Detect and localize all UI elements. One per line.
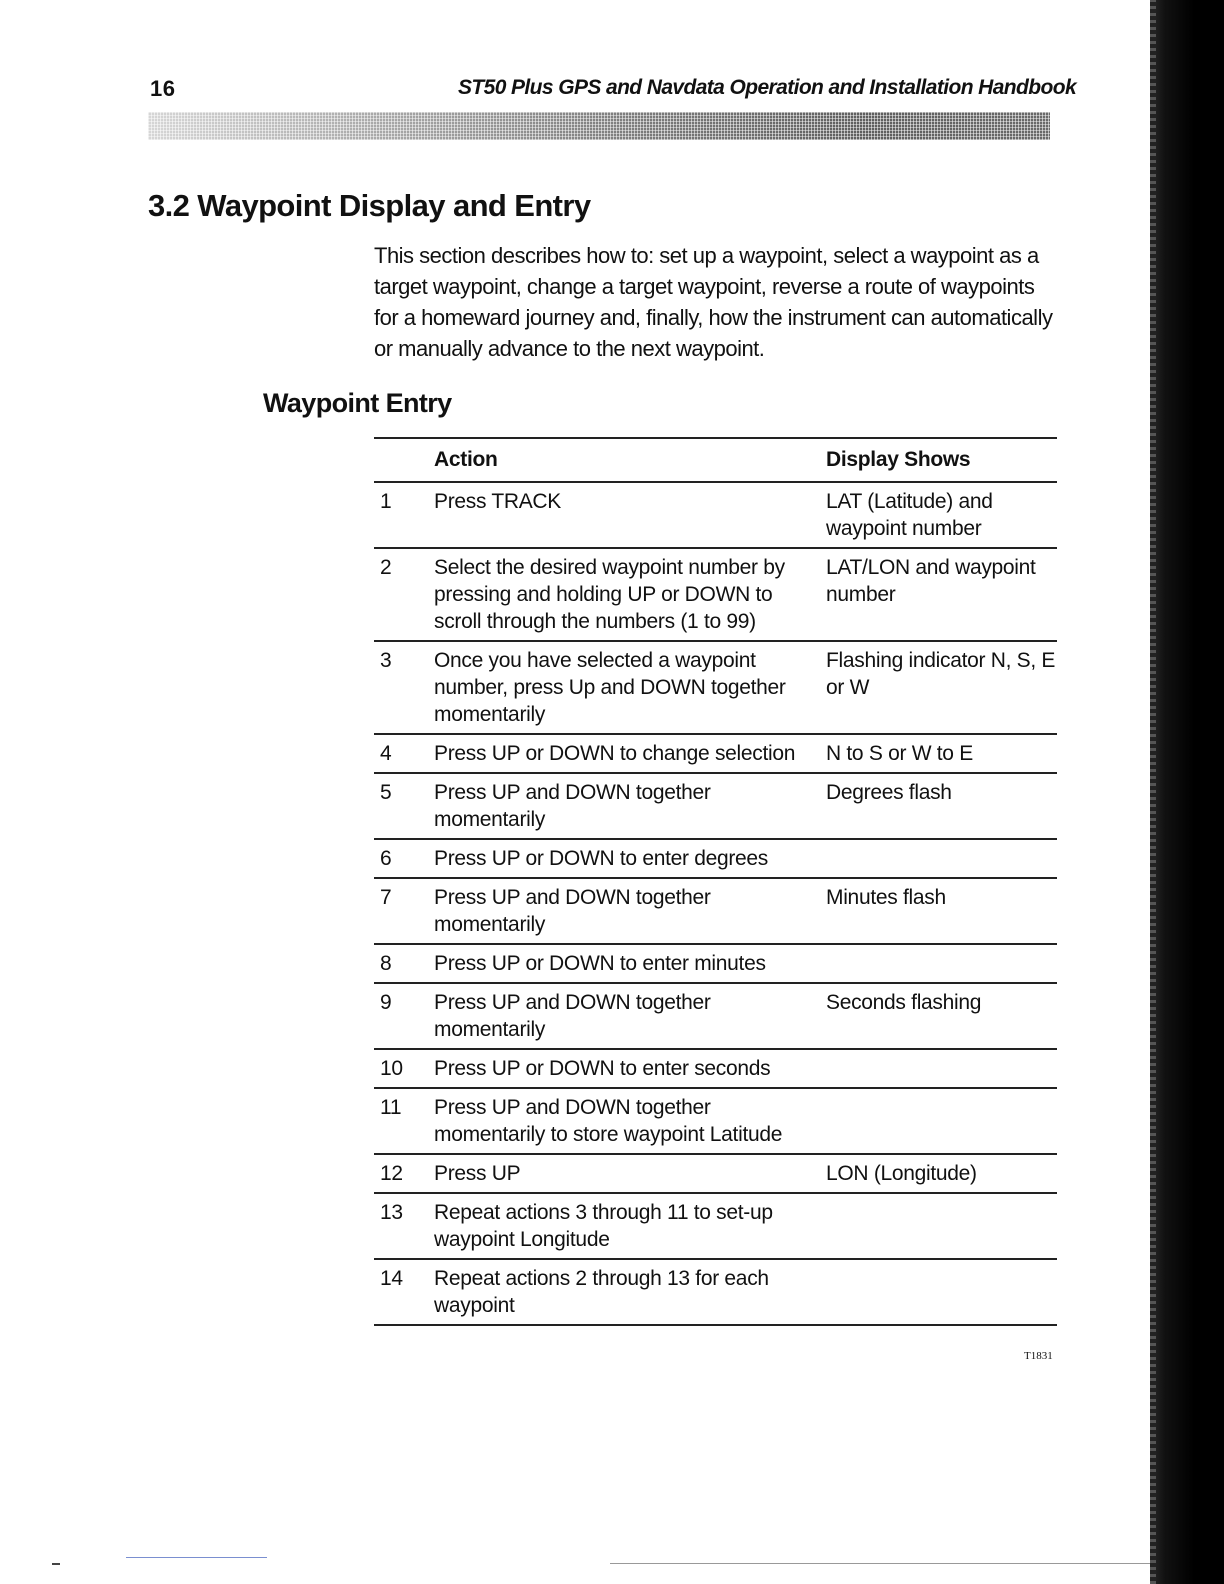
step-action: Press UP and DOWN together momentarily: [434, 991, 711, 1041]
step-display-shows: Minutes flash: [826, 886, 946, 909]
table-row: [374, 945, 1057, 984]
table-row: [374, 1194, 1057, 1260]
step-number: 1: [380, 490, 392, 513]
table-row: [374, 1089, 1057, 1155]
table-row: [374, 879, 1057, 945]
step-display-shows: N to S or W to E: [826, 742, 973, 765]
table-body: [374, 483, 1057, 1326]
step-display-shows: Degrees flash: [826, 781, 952, 804]
step-display-shows: LON (Longitude): [826, 1162, 977, 1185]
table-row: [374, 774, 1057, 840]
step-number: 5: [380, 781, 392, 804]
step-action: Press UP and DOWN together momentarily: [434, 886, 711, 936]
header-action: Action: [434, 448, 498, 471]
step-action: Press UP or DOWN to change selection: [434, 742, 796, 765]
step-action: Repeat actions 2 through 13 for each waypoint: [434, 1267, 769, 1317]
step-number: 11: [380, 1096, 402, 1119]
step-display-shows: [826, 1055, 1057, 1082]
figure-code: T1831: [1024, 1350, 1053, 1362]
table-header-row: [374, 437, 1057, 483]
step-display-shows: [826, 950, 1057, 977]
table-row: [374, 1260, 1057, 1326]
step-action: Once you have selected a waypoint number, press Up and DOWN together momentarily: [434, 649, 786, 726]
step-display-shows: LAT (Latitude) and waypoint number: [826, 490, 993, 540]
scan-line: [610, 1563, 1150, 1564]
table-row: [374, 1155, 1057, 1194]
scan-page-edge-texture: [1150, 0, 1156, 1584]
step-display-shows: [826, 1265, 1057, 1319]
step-action: Press UP or DOWN to enter minutes: [434, 952, 766, 975]
step-action: Press UP and DOWN together momentarily: [434, 781, 711, 831]
step-number: 7: [380, 886, 392, 909]
step-number: 12: [380, 1162, 403, 1185]
step-number: 8: [380, 952, 392, 975]
table-row: [374, 840, 1057, 879]
table-row: [374, 483, 1057, 549]
table-row: [374, 735, 1057, 774]
table-row: [374, 642, 1057, 735]
step-number: 10: [380, 1057, 403, 1080]
step-action: Repeat actions 3 through 11 to set-up waypoint Longitude: [434, 1201, 773, 1251]
scan-speck: [52, 1563, 60, 1565]
intro-paragraph: This section describes how to: set up a waypoint, select a waypoint as a target waypoint, change a target waypoint, reverse a route of waypoints for a homeward journey and, finally, how the instrument can automatically or manually advance to the next waypoint.: [374, 243, 1053, 361]
header-display-shows: Display Shows: [826, 448, 971, 471]
header-band: [148, 112, 1050, 140]
step-display-shows: Flashing indicator N, S, E or W: [826, 649, 1056, 699]
step-action: Press UP and DOWN together momentarily to store waypoint Latitude: [434, 1096, 783, 1146]
page-number: 16: [150, 76, 176, 101]
waypoint-entry-table: [374, 437, 1057, 1326]
step-number: 2: [380, 556, 392, 579]
footer-rule: [126, 1557, 267, 1558]
table-row: [374, 549, 1057, 642]
step-display-shows: [826, 845, 1057, 872]
step-action: Select the desired waypoint number by pressing and holding UP or DOWN to scroll through the numbers (1 to 99): [434, 556, 785, 633]
step-number: 4: [380, 742, 392, 765]
step-action: Press UP or DOWN to enter seconds: [434, 1057, 771, 1080]
table-row: [374, 984, 1057, 1050]
table-row: [374, 1050, 1057, 1089]
step-display-shows: Seconds flashing: [826, 991, 982, 1014]
step-number: 6: [380, 847, 392, 870]
step-number: 9: [380, 991, 392, 1014]
scan-page-edge: [1150, 0, 1224, 1584]
step-action: Press UP or DOWN to enter degrees: [434, 847, 769, 870]
subsection-title: Waypoint Entry: [263, 388, 452, 418]
step-display-shows: LAT/LON and waypoint number: [826, 556, 1036, 606]
step-action: Press UP: [434, 1162, 521, 1185]
running-title: ST50 Plus GPS and Navdata Operation and Installation Handbook: [458, 76, 1077, 99]
step-display-shows: [826, 1199, 1057, 1253]
step-number: 13: [380, 1201, 403, 1224]
step-number: 3: [380, 649, 392, 672]
step-number: 14: [380, 1267, 403, 1290]
step-action: Press TRACK: [434, 490, 562, 513]
section-title: 3.2 Waypoint Display and Entry: [148, 188, 591, 223]
step-display-shows: [826, 1094, 1057, 1148]
